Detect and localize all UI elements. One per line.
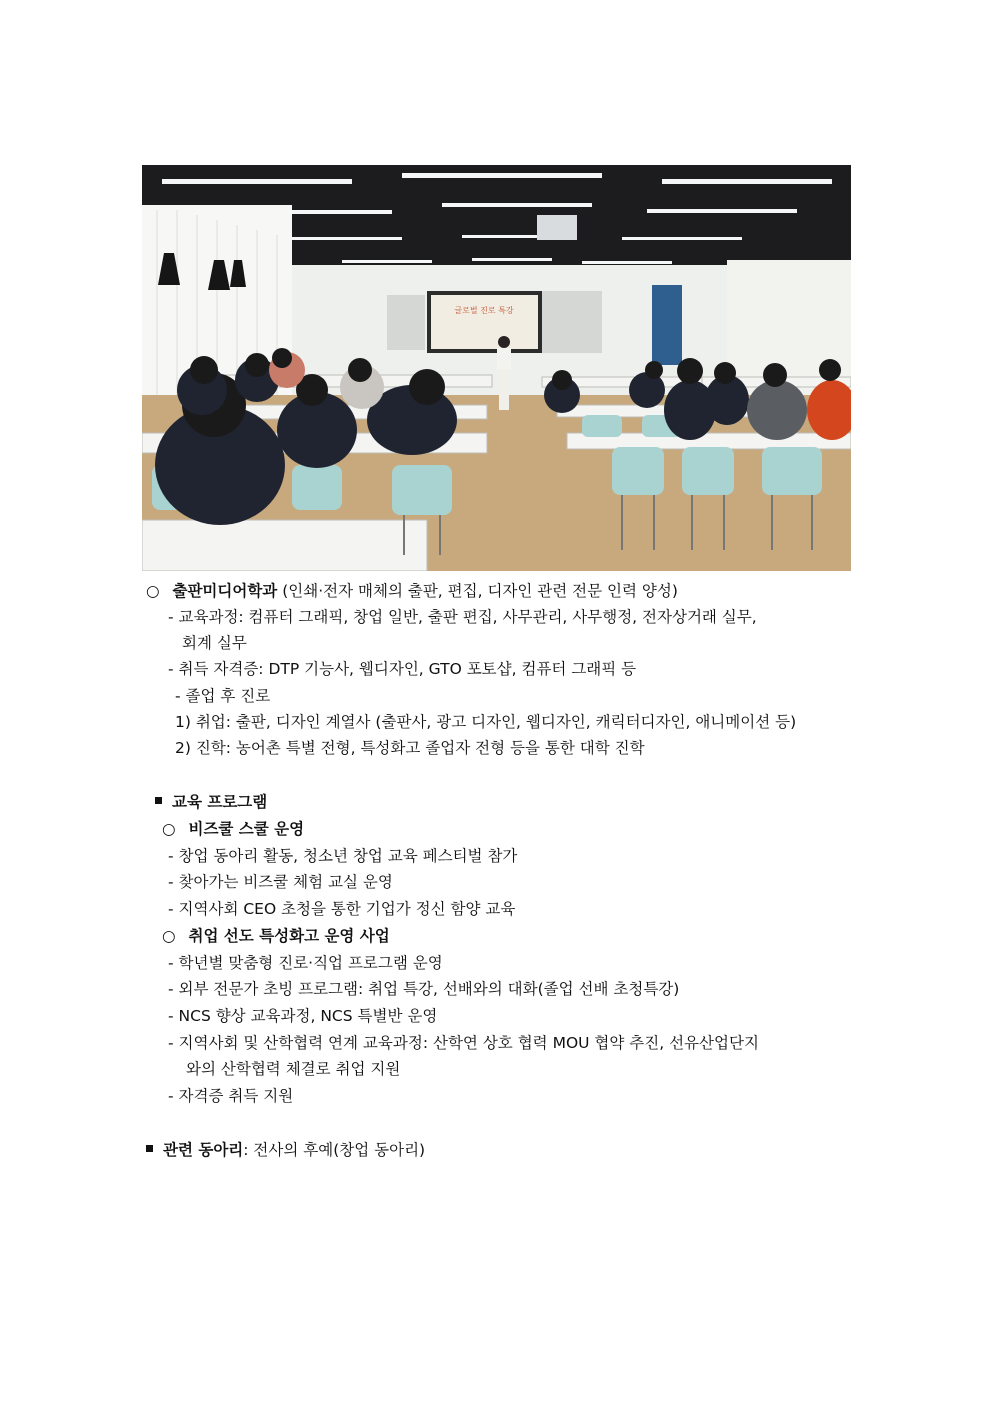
bizcool-title: 비즈쿨 스쿨 운영 — [188, 820, 305, 838]
list-item: - 지역사회 및 산학협력 연계 교육과정: 산학연 상호 협력 MOU 협약 추진, 선유산업단지 — [168, 1034, 759, 1052]
list-item: - 외부 전문가 초빙 프로그램: 취업 특강, 선배와의 대화(졸업 선배 초청특강) — [168, 980, 680, 998]
bizcool-bullet: ○ — [162, 820, 176, 838]
square-bullet-icon — [146, 1145, 153, 1152]
dept-curriculum-line1: - 교육과정: 컴퓨터 그래픽, 창업 일반, 출판 편집, 사무관리, 사무행정, 전자상거래 실무, — [168, 608, 757, 626]
club-line — [146, 1140, 425, 1160]
dept-career-employment: 1) 취업: 출판, 디자인 계열사 (출판사, 광고 디자인, 웹디자인, 캐릭터디자인, 애니메이션 등) — [175, 713, 797, 731]
square-bullet-icon — [155, 797, 162, 804]
club-text: : 전사의 후예(창업 동아리) — [243, 1141, 426, 1159]
bizcool-heading — [162, 819, 304, 839]
program-title: 교육 프로그램 — [172, 793, 268, 811]
dept-curriculum-line2: 회계 실무 — [182, 634, 247, 652]
list-item: - 지역사회 CEO 초청을 통한 기업가 정신 함양 교육 — [168, 900, 516, 918]
employment-title: 취업 선도 특성화고 운영 사업 — [188, 927, 390, 945]
screen-title: 글로벌 진로 특강 — [454, 306, 514, 315]
employment-heading — [162, 926, 390, 946]
list-item: - 자격증 취득 지원 — [168, 1087, 294, 1105]
club-title: 관련 동아리 — [163, 1141, 244, 1159]
dept-title: 출판미디어학과 — [172, 582, 278, 600]
list-item: - 찾아가는 비즈쿨 체험 교실 운영 — [168, 873, 393, 891]
dept-bullet: ○ — [146, 582, 160, 600]
dept-heading — [146, 581, 678, 601]
classroom-photo — [142, 165, 851, 571]
list-item-continuation: 와의 산학협력 체결로 취업 지원 — [186, 1060, 401, 1078]
dept-certificates: - 취득 자격증: DTP 기능사, 웹디자인, GTO 포토샵, 컴퓨터 그래픽 등 — [168, 660, 637, 678]
list-item: - 창업 동아리 활동, 청소년 창업 교육 페스티벌 참가 — [168, 847, 518, 865]
list-item: - 학년별 맞춤형 진로·직업 프로그램 운영 — [168, 954, 443, 972]
door — [652, 285, 682, 365]
dept-career-advancement: 2) 진학: 농어촌 특별 전형, 특성화고 졸업자 전형 등을 통한 대학 진학 — [175, 739, 645, 757]
employment-bullet: ○ — [162, 927, 176, 945]
dept-career-heading: - 졸업 후 진로 — [175, 687, 271, 705]
list-item: - NCS 향상 교육과정, NCS 특별반 운영 — [168, 1007, 438, 1025]
classroom-illustration — [142, 165, 851, 571]
program-heading — [155, 792, 267, 812]
dept-subtitle: (인쇄·전자 매체의 출판, 편집, 디자인 관련 전문 인력 양성) — [277, 582, 678, 600]
